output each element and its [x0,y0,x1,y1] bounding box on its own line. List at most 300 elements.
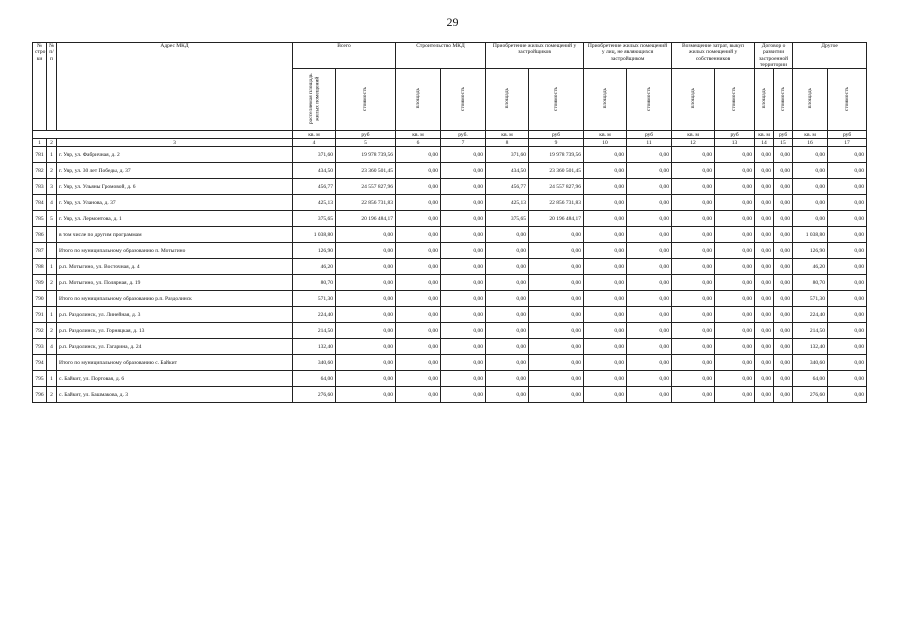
row-value: 19 978 739,56 [336,147,396,163]
row-pp: 2 [47,323,57,339]
row-value: 0,00 [828,179,867,195]
row-value: 214,50 [793,323,828,339]
row-value: 0,00 [336,307,396,323]
row-value: 0,00 [774,371,793,387]
row-value: 22 856 731,83 [529,195,584,211]
header-address: Адрес МКД [57,43,293,131]
row-value: 0,00 [486,323,529,339]
header-pp: № п/п [47,43,57,131]
column-number-cell: 1 [33,139,47,147]
table-row [33,195,867,211]
row-address: г. Уяр, ул. Фабричная, д. 2 [57,147,293,163]
row-value: 0,00 [336,243,396,259]
row-value: 0,00 [828,339,867,355]
row-value: 456,77 [486,179,529,195]
row-value: 0,00 [396,291,441,307]
row-value: 0,00 [672,291,715,307]
table-row [33,307,867,323]
row-value: 0,00 [584,371,627,387]
row-value: 0,00 [441,147,486,163]
row-value: 0,00 [486,227,529,243]
subheader-cell [396,69,441,131]
row-value: 22 856 731,83 [336,195,396,211]
row-pp: 1 [47,259,57,275]
column-number-cell: 15 [774,139,793,147]
housing-table [32,42,867,403]
table-row [33,323,867,339]
row-value: 0,00 [793,163,828,179]
row-number: 796 [33,387,47,403]
row-value: 0,00 [584,227,627,243]
row-value: 0,00 [584,355,627,371]
row-number: 792 [33,323,47,339]
row-value: 0,00 [441,387,486,403]
row-value: 0,00 [755,355,774,371]
row-address: в том числе по другим программам [57,227,293,243]
row-value: 0,00 [715,211,755,227]
row-value: 371,60 [293,147,336,163]
row-value: 0,00 [755,371,774,387]
row-value: 224,40 [293,307,336,323]
row-value: 0,00 [755,339,774,355]
row-value: 0,00 [672,307,715,323]
units-row [33,131,867,139]
row-value: 276,60 [293,387,336,403]
column-number-cell: 3 [57,139,293,147]
row-value: 0,00 [584,323,627,339]
column-number-cell: 10 [584,139,627,147]
row-value: 425,13 [293,195,336,211]
row-value: 0,00 [774,179,793,195]
row-value: 0,00 [627,323,672,339]
row-value: 0,00 [529,371,584,387]
subheader-cell [672,69,715,131]
row-value: 434,50 [486,163,529,179]
row-value: 371,60 [486,147,529,163]
row-value: 0,00 [441,179,486,195]
row-address: р.п. Раздолинск, ул. Гагарина, д. 24 [57,339,293,355]
subheader-cell [755,69,774,131]
row-value: 0,00 [441,211,486,227]
row-value: 0,00 [336,355,396,371]
row-value: 0,00 [774,387,793,403]
row-value: 0,00 [774,355,793,371]
row-number: 783 [33,179,47,195]
row-value: 0,00 [441,355,486,371]
row-value: 0,00 [828,211,867,227]
unit-cell: руб [529,131,584,139]
row-pp: 2 [47,387,57,403]
row-value: 0,00 [584,275,627,291]
table-row [33,211,867,227]
subheader-label: стоимость [459,86,466,111]
row-value: 0,00 [396,147,441,163]
row-value: 0,00 [828,291,867,307]
row-value: 0,00 [627,355,672,371]
row-number: 795 [33,371,47,387]
row-value: 340,60 [793,355,828,371]
row-value: 0,00 [715,179,755,195]
column-number-cell: 4 [293,139,336,147]
row-value: 0,00 [755,147,774,163]
row-value: 0,00 [486,387,529,403]
subheader-label: стоимость [843,86,850,111]
row-value: 126,90 [293,243,336,259]
row-value: 0,00 [755,387,774,403]
unit-cell: руб [336,131,396,139]
header-group: Договор о развитии застроенной территории [755,43,793,69]
row-value: 0,00 [529,355,584,371]
subheader-cell [627,69,672,131]
row-value: 0,00 [828,243,867,259]
row-value: 0,00 [336,227,396,243]
row-pp: 1 [47,371,57,387]
row-number: 785 [33,211,47,227]
column-number-cell: 7 [441,139,486,147]
row-number: 781 [33,147,47,163]
row-value: 0,00 [396,259,441,275]
row-pp [47,291,57,307]
unit-cell: руб [774,131,793,139]
row-value: 0,00 [627,275,672,291]
row-value: 0,00 [627,339,672,355]
row-value: 0,00 [627,211,672,227]
row-value: 0,00 [793,211,828,227]
row-value: 0,00 [486,275,529,291]
row-value: 0,00 [828,387,867,403]
row-value: 0,00 [715,275,755,291]
row-value: 0,00 [755,323,774,339]
row-value: 0,00 [755,291,774,307]
row-value: 132,40 [793,339,828,355]
row-value: 80,70 [793,275,828,291]
row-address: Итого по муниципальному образованию п. Мотыгино [57,243,293,259]
subheader-label: площадь [601,88,608,109]
subheader-cell [793,69,828,131]
row-value: 1 038,80 [293,227,336,243]
row-value: 0,00 [336,259,396,275]
row-value: 0,00 [529,387,584,403]
row-value: 0,00 [627,291,672,307]
row-number: 782 [33,163,47,179]
row-number: 791 [33,307,47,323]
row-value: 0,00 [774,243,793,259]
row-value: 0,00 [774,259,793,275]
row-value: 46,20 [793,259,828,275]
subheader-cell [828,69,867,131]
row-value: 0,00 [396,243,441,259]
row-number: 784 [33,195,47,211]
row-value: 375,65 [486,211,529,227]
table-row [33,147,867,163]
row-value: 0,00 [793,147,828,163]
row-value: 0,00 [672,227,715,243]
row-value: 0,00 [774,211,793,227]
row-value: 0,00 [627,307,672,323]
row-value: 0,00 [396,323,441,339]
row-value: 0,00 [441,307,486,323]
row-value: 0,00 [672,147,715,163]
row-value: 0,00 [672,275,715,291]
row-value: 0,00 [755,163,774,179]
row-pp: 4 [47,195,57,211]
row-number: 786 [33,227,47,243]
row-value: 0,00 [486,243,529,259]
header-group: Возмещение затрат, выкуп жилых помещений у собственников [672,43,755,69]
row-value: 0,00 [828,147,867,163]
row-pp: 3 [47,179,57,195]
subheader-label: площадь [760,88,767,109]
column-number-cell: 5 [336,139,396,147]
table-row [33,339,867,355]
row-value: 0,00 [529,307,584,323]
row-address: Итого по муниципальному образованию р.п. Раздолинск [57,291,293,307]
row-value: 0,00 [672,179,715,195]
row-value: 0,00 [672,243,715,259]
row-number: 790 [33,291,47,307]
row-value: 0,00 [828,259,867,275]
row-address: р.п. Мотыгино, ул. Восточная, д. 4 [57,259,293,275]
column-number-cell: 8 [486,139,529,147]
row-value: 0,00 [441,195,486,211]
row-value: 0,00 [529,259,584,275]
row-value: 0,00 [584,195,627,211]
row-value: 0,00 [828,275,867,291]
row-value: 224,40 [793,307,828,323]
subheader-label: площадь [689,88,696,109]
row-value: 0,00 [755,227,774,243]
row-number: 789 [33,275,47,291]
row-value: 0,00 [584,163,627,179]
row-pp [47,355,57,371]
unit-cell: кв. м [486,131,529,139]
row-value: 0,00 [828,355,867,371]
unit-cell: руб [828,131,867,139]
row-value: 0,00 [755,179,774,195]
column-number-cell: 2 [47,139,57,147]
units-blank [33,131,293,139]
row-value: 132,40 [293,339,336,355]
table-row [33,371,867,387]
row-value: 0,00 [584,339,627,355]
row-address: р.п. Раздолинск, ул. Горняцкая, д. 13 [57,323,293,339]
row-address: р.п. Раздолинск, ул. Линейная, д. 3 [57,307,293,323]
row-value: 0,00 [672,211,715,227]
table-row [33,163,867,179]
row-value: 0,00 [584,387,627,403]
row-value: 0,00 [715,291,755,307]
row-address: г. Уяр, ул. Лермонтова, д. 1 [57,211,293,227]
row-value: 0,00 [774,323,793,339]
header-row-number: № стро ки [33,43,47,131]
row-value: 19 978 739,56 [529,147,584,163]
subheader-cell [336,69,396,131]
row-value: 0,00 [774,275,793,291]
row-value: 0,00 [584,147,627,163]
row-value: 0,00 [486,371,529,387]
row-value: 64,00 [293,371,336,387]
row-value: 24 557 827,96 [336,179,396,195]
row-value: 46,20 [293,259,336,275]
row-value: 0,00 [774,163,793,179]
row-value: 0,00 [441,323,486,339]
row-value: 0,00 [627,163,672,179]
unit-cell: руб [715,131,755,139]
row-value: 0,00 [486,291,529,307]
column-number-cell: 13 [715,139,755,147]
row-value: 0,00 [529,339,584,355]
row-value: 434,50 [293,163,336,179]
unit-cell: руб [627,131,672,139]
table-row [33,387,867,403]
row-value: 0,00 [828,227,867,243]
row-pp: 2 [47,163,57,179]
table-row [33,275,867,291]
row-value: 20 196 484,17 [529,211,584,227]
subheader-label: стоимость [645,86,652,111]
row-value: 0,00 [584,307,627,323]
row-value: 340,60 [293,355,336,371]
row-value: 0,00 [627,387,672,403]
row-value: 0,00 [529,275,584,291]
row-value: 0,00 [715,259,755,275]
row-value: 0,00 [828,307,867,323]
row-value: 0,00 [529,243,584,259]
row-value: 0,00 [336,387,396,403]
row-value: 0,00 [396,179,441,195]
table-row [33,291,867,307]
row-value: 0,00 [828,195,867,211]
row-value: 0,00 [441,227,486,243]
row-value: 0,00 [396,387,441,403]
row-value: 0,00 [396,195,441,211]
row-value: 0,00 [774,291,793,307]
row-value: 0,00 [672,323,715,339]
subheader-label: стоимость [731,86,738,111]
row-value: 375,65 [293,211,336,227]
table-row [33,243,867,259]
row-address: Итого по муниципальному образованию с. Байкит [57,355,293,371]
subheader-cell [441,69,486,131]
column-number-cell: 17 [828,139,867,147]
row-value: 0,00 [774,307,793,323]
row-value: 0,00 [486,355,529,371]
row-value: 24 557 827,96 [529,179,584,195]
row-value: 0,00 [793,195,828,211]
unit-cell: кв. м [584,131,627,139]
row-value: 0,00 [774,147,793,163]
row-value: 0,00 [715,339,755,355]
row-number: 793 [33,339,47,355]
subheader-cell [486,69,529,131]
row-address: с. Байкит, ул. Портовая, д. 6 [57,371,293,387]
row-value: 0,00 [584,211,627,227]
row-pp: 5 [47,211,57,227]
header-group: Строительство МКД [396,43,486,69]
row-value: 0,00 [755,307,774,323]
row-pp [47,227,57,243]
row-number: 794 [33,355,47,371]
row-value: 0,00 [441,259,486,275]
row-value: 0,00 [828,163,867,179]
row-value: 0,00 [396,163,441,179]
row-value: 0,00 [715,387,755,403]
row-value: 0,00 [828,371,867,387]
row-value: 0,00 [441,243,486,259]
row-value: 0,00 [396,275,441,291]
row-value: 0,00 [715,307,755,323]
subheader-label: площадь [414,88,421,109]
row-value: 0,00 [584,291,627,307]
unit-cell: кв. м [293,131,336,139]
row-value: 0,00 [828,323,867,339]
row-number: 788 [33,259,47,275]
subheader-cell [715,69,755,131]
row-value: 0,00 [672,355,715,371]
table-row [33,259,867,275]
row-value: 0,00 [584,259,627,275]
row-value: 0,00 [715,243,755,259]
row-value: 0,00 [715,371,755,387]
row-value: 0,00 [672,371,715,387]
row-value: 0,00 [627,195,672,211]
row-value: 80,70 [293,275,336,291]
subheader-cell [293,69,336,131]
row-value: 0,00 [774,339,793,355]
header-group: Всего [293,43,396,69]
column-number-cell: 12 [672,139,715,147]
row-value: 0,00 [336,275,396,291]
row-value: 0,00 [755,211,774,227]
row-value: 0,00 [396,211,441,227]
row-value: 0,00 [336,339,396,355]
row-value: 0,00 [715,147,755,163]
row-value: 23 360 501,45 [529,163,584,179]
row-value: 0,00 [627,371,672,387]
row-value: 0,00 [396,307,441,323]
row-value: 0,00 [755,195,774,211]
row-value: 0,00 [774,195,793,211]
row-value: 0,00 [336,323,396,339]
row-value: 23 360 501,45 [336,163,396,179]
row-value: 0,00 [486,307,529,323]
subheader-label: площадь [806,88,813,109]
row-value: 0,00 [793,179,828,195]
column-number-cell: 14 [755,139,774,147]
row-value: 0,00 [336,371,396,387]
subheader-label: стоимость [362,86,369,111]
table-row [33,179,867,195]
row-value: 0,00 [441,291,486,307]
row-address: р.п. Мотыгино, ул. Полярная, д. 19 [57,275,293,291]
row-value: 0,00 [755,259,774,275]
table-body [33,147,867,403]
row-value: 64,00 [793,371,828,387]
row-value: 0,00 [755,243,774,259]
row-value: 0,00 [755,275,774,291]
row-address: с. Байкит, ул. Башмакова, д. 3 [57,387,293,403]
row-value: 0,00 [627,243,672,259]
unit-cell: кв. м [396,131,441,139]
row-value: 0,00 [396,371,441,387]
row-number: 787 [33,243,47,259]
row-value: 214,50 [293,323,336,339]
subheader-cell [529,69,584,131]
row-value: 425,13 [486,195,529,211]
subheader-label: стоимость [779,86,786,111]
row-value: 0,00 [396,227,441,243]
header-group: Приобретение жилых помещений у лиц, не являющихся застройщиком [584,43,672,69]
